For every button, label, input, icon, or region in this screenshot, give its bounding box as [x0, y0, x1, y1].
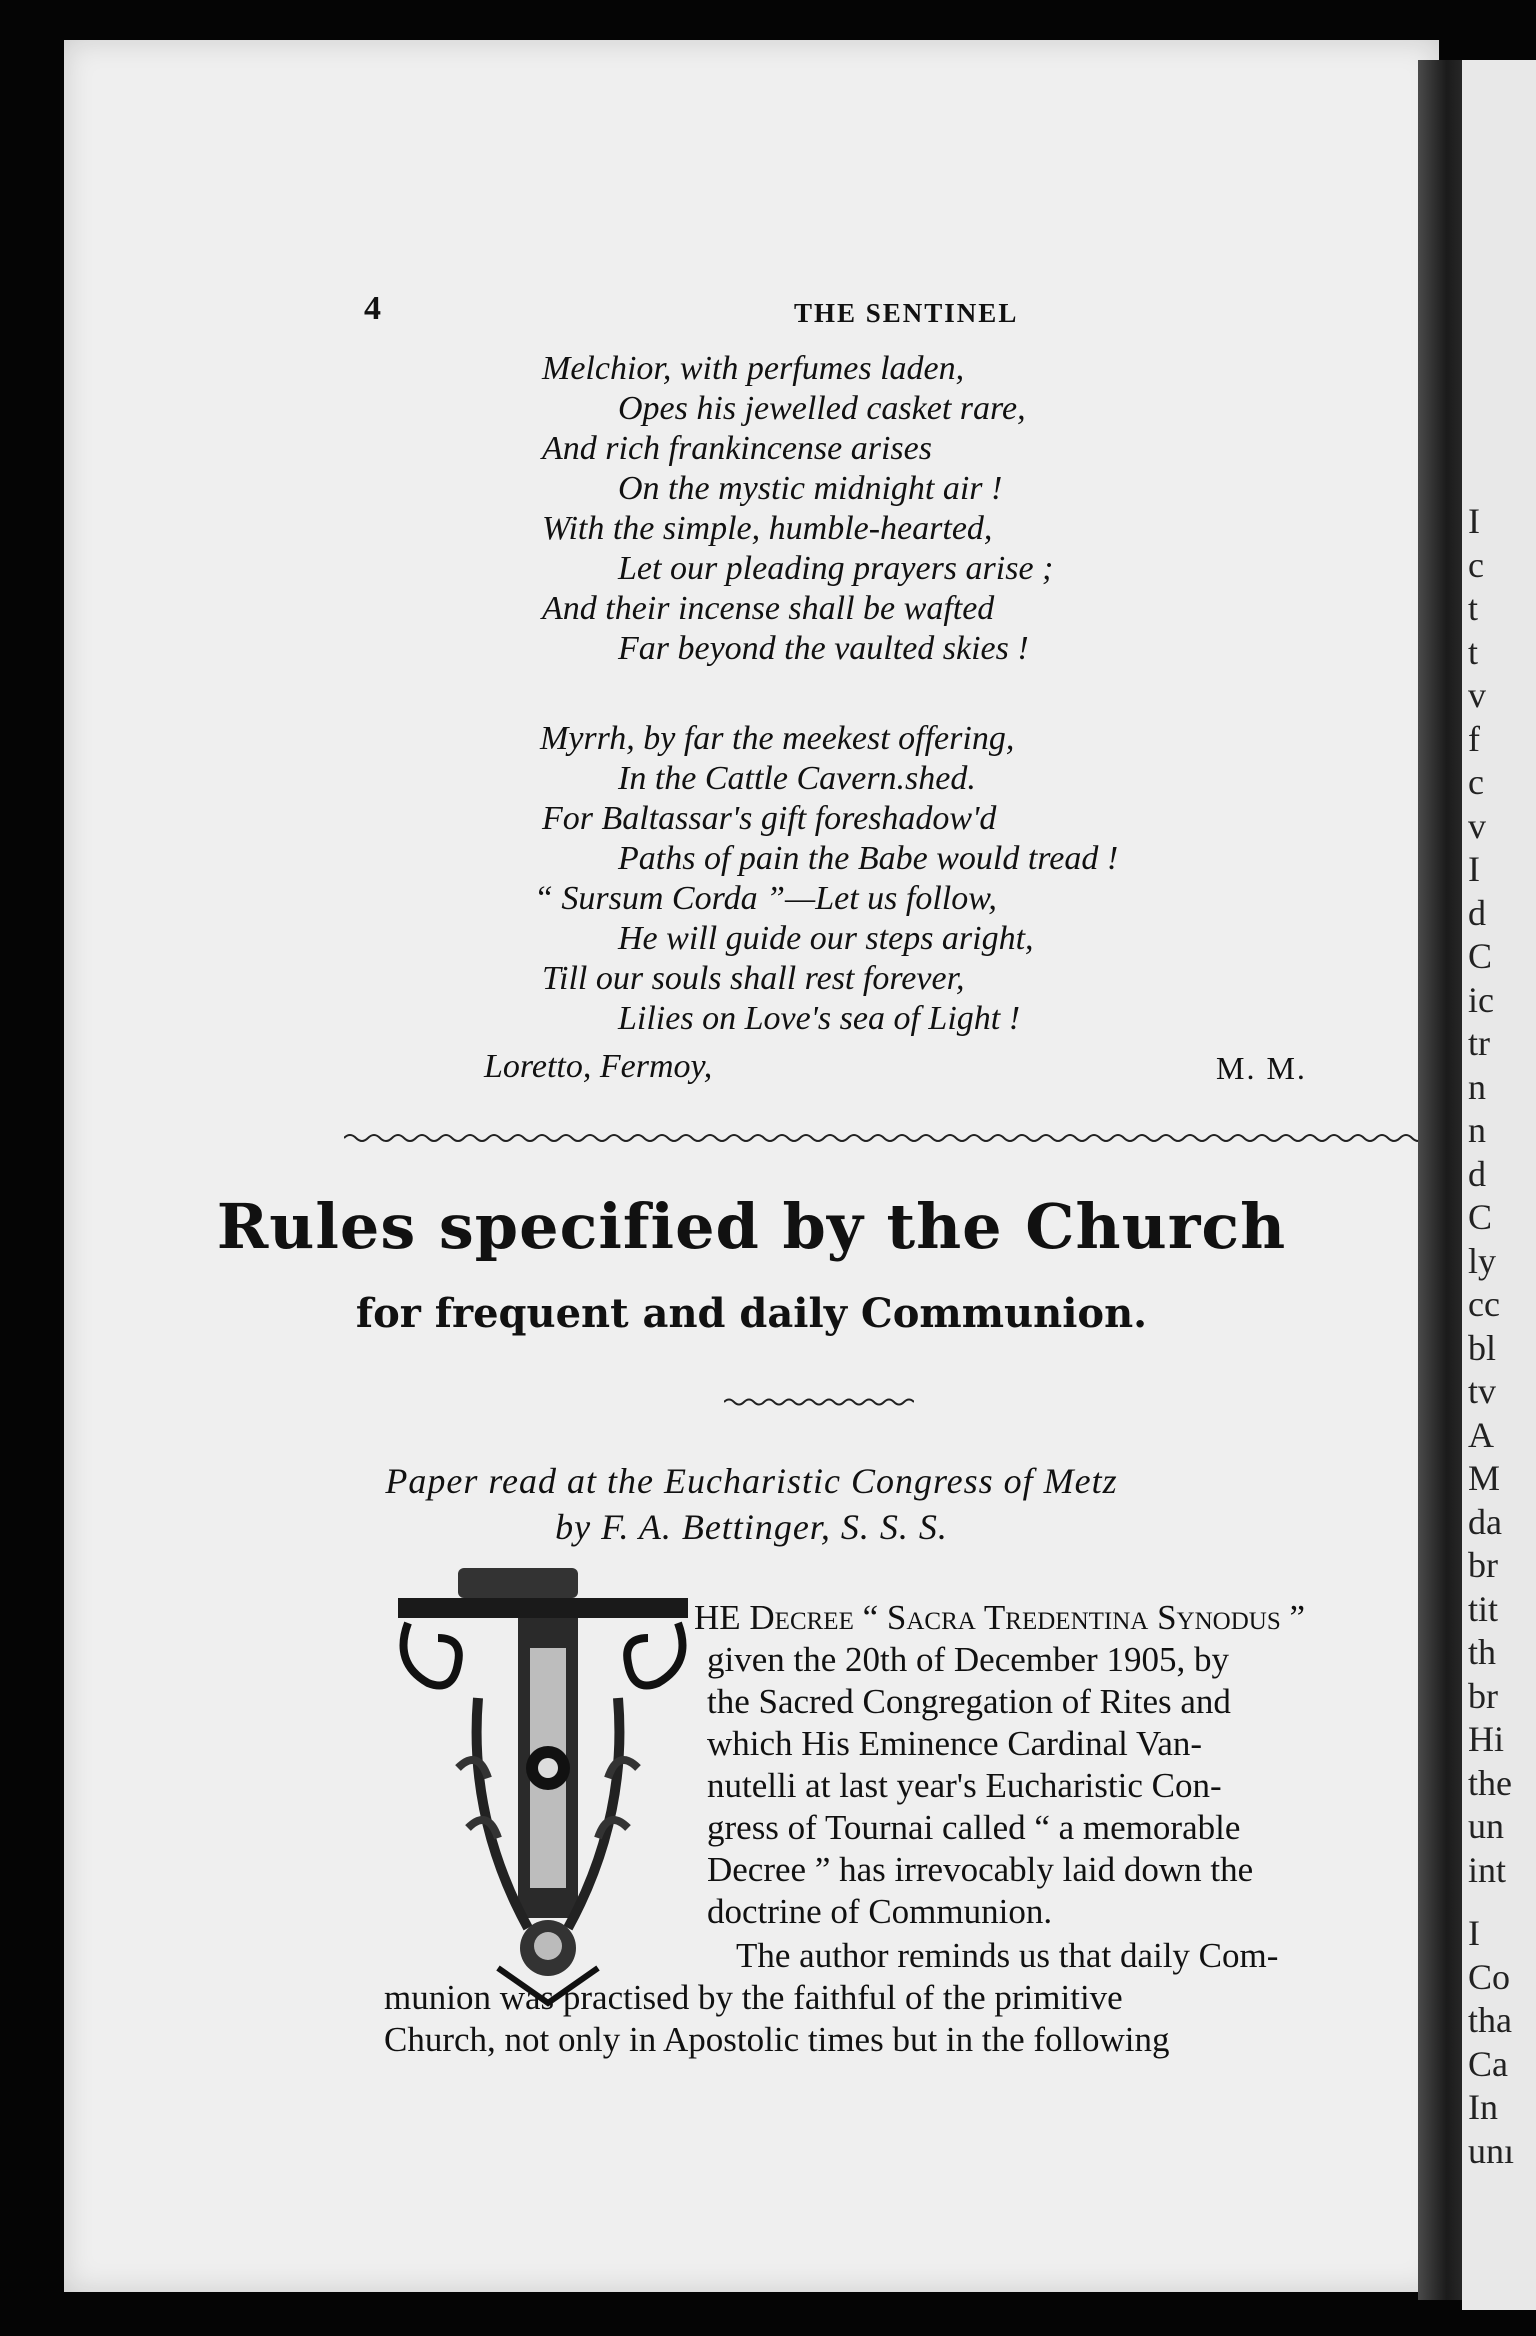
book-gutter [1418, 60, 1466, 2300]
article-title: Rules specified by the Church [216, 1190, 1287, 1263]
paragraph-line: munion was practised by the faithful of the primitive [384, 1978, 1123, 2017]
facing-page-fragment: M [1468, 1458, 1501, 1498]
facing-page-fragment: tv [1468, 1371, 1497, 1411]
paragraph-first-line-text: HE Decree “ Sacra Tredentina Synodus ” [694, 1598, 1306, 1637]
poem-line: On the mystic midnight air ! [618, 470, 1003, 507]
poem-signature: M. M. [1216, 1050, 1307, 1086]
facing-page-fragment: d [1468, 892, 1486, 933]
facing-page-fragment: n [1468, 1110, 1486, 1150]
page-header [64, 290, 1439, 330]
paragraph-first-line [694, 1598, 1305, 1638]
facing-page-fragment: un [1468, 1806, 1504, 1846]
poem-line: For Baltassar's gift foreshadow'd [542, 800, 997, 837]
facing-page-fragment: unı [1468, 2130, 1515, 2171]
facing-page-fragment: br [1468, 1545, 1498, 1585]
poem-line: Lilies on Love's sea of Light ! [618, 1000, 1021, 1037]
paragraph-line: The author reminds us that daily Com- [736, 1936, 1279, 1975]
facing-page-fragment: cc [1468, 1284, 1500, 1324]
facing-page-fragment: f [1468, 718, 1480, 759]
facing-page-fragment: I [1468, 501, 1480, 541]
facing-page-fragment: tit [1468, 1588, 1499, 1629]
poem-line: And their incense shall be wafted [542, 590, 995, 627]
facing-page-fragment: br [1468, 1675, 1498, 1716]
ornamental-initial-t [398, 1568, 698, 2008]
paragraph-line: Decree ” has irrevocably laid down the [707, 1850, 1254, 1889]
facing-page-fragment: Ca [1468, 2043, 1508, 2084]
facing-page-fragment: the [1468, 1762, 1512, 1803]
poem-line: Far beyond the vaulted skies ! [618, 630, 1029, 667]
paragraph-line: the Sacred Congregation of Rites and [707, 1682, 1231, 1721]
facing-page-fragment: da [1468, 1501, 1502, 1542]
facing-page-fragment: C [1468, 936, 1493, 976]
poem-line: Myrrh, by far the meekest offering, [540, 720, 1015, 757]
facing-page-fragment: Co [1468, 1956, 1511, 1997]
poem-place: Loretto, Fermoy, [484, 1048, 713, 1085]
poem-line: “ Sursum Corda ”—Let us follow, [534, 880, 997, 917]
paragraph-line: Church, not only in Apostolic times but in the following [384, 2020, 1170, 2059]
facing-page-edge [1462, 60, 1536, 2310]
paragraph-line: nutelli at last year's Eucharistic Con- [707, 1766, 1222, 1805]
facing-page-fragment: A [1468, 1414, 1494, 1455]
facing-page-fragment: I [1468, 849, 1480, 889]
facing-page-fragment: v [1468, 805, 1486, 846]
facing-page-fragment: c [1468, 762, 1484, 802]
facing-page-fragment: c [1468, 544, 1484, 585]
facing-page-fragment: bl [1468, 1327, 1497, 1368]
byline-author: by F. A. Bettinger, S. S. S. [555, 1507, 948, 1547]
poem-line: Opes his jewelled casket rare, [618, 390, 1026, 427]
poem-line: Let our pleading prayers arise ; [618, 550, 1054, 587]
facing-page-fragment: d [1468, 1153, 1486, 1194]
facing-page-fragment: ic [1468, 979, 1494, 1020]
facing-page-fragment: t [1468, 631, 1479, 672]
facing-page-fragment: n [1468, 1066, 1486, 1107]
page-number: 4 [364, 290, 381, 327]
book-page [64, 40, 1439, 2292]
facing-page-fragment: Hi [1468, 1719, 1504, 1759]
poem-line: Till our souls shall rest forever, [542, 960, 965, 997]
facing-page-fragment: ly [1468, 1240, 1497, 1281]
poem-line: Melchior, with perfumes laden, [542, 350, 965, 387]
poem-line: And rich frankincense arises [542, 430, 932, 467]
facing-page-fragment: v [1468, 675, 1486, 715]
facing-page-fragment: In [1468, 2087, 1498, 2127]
facing-page-fragment: tr [1468, 1023, 1490, 1063]
facing-page-fragment: th [1468, 1632, 1497, 1672]
facing-page-fragment: tha [1468, 2000, 1512, 2040]
facing-page-fragment: I [1468, 1913, 1480, 1953]
paragraph-line: which His Eminence Cardinal Van- [707, 1724, 1203, 1763]
poem-line: In the Cattle Cavern.shed. [618, 760, 976, 797]
paragraph-line: given the 20th of December 1905, by [707, 1640, 1229, 1679]
article-subtitle: for frequent and daily Communion. [355, 1290, 1148, 1337]
byline-event: Paper read at the Eucharistic Congress of Metz [385, 1461, 1118, 1501]
poem-line: Paths of pain the Babe would tread ! [618, 840, 1119, 877]
running-title: THE SENTINEL [794, 298, 1019, 328]
wavy-divider [344, 1130, 1424, 1146]
poem-line: He will guide our steps aright, [618, 920, 1034, 957]
facing-page-fragment: int [1468, 1849, 1507, 1890]
short-wavy-divider [724, 1395, 914, 1409]
paragraph-line: doctrine of Communion. [707, 1892, 1053, 1931]
paragraph-line: gress of Tournai called “ a memorable [707, 1808, 1241, 1847]
facing-page-fragment: C [1468, 1197, 1493, 1237]
poem-line: With the simple, humble-hearted, [542, 510, 993, 547]
facing-page-fragment: t [1468, 588, 1479, 628]
